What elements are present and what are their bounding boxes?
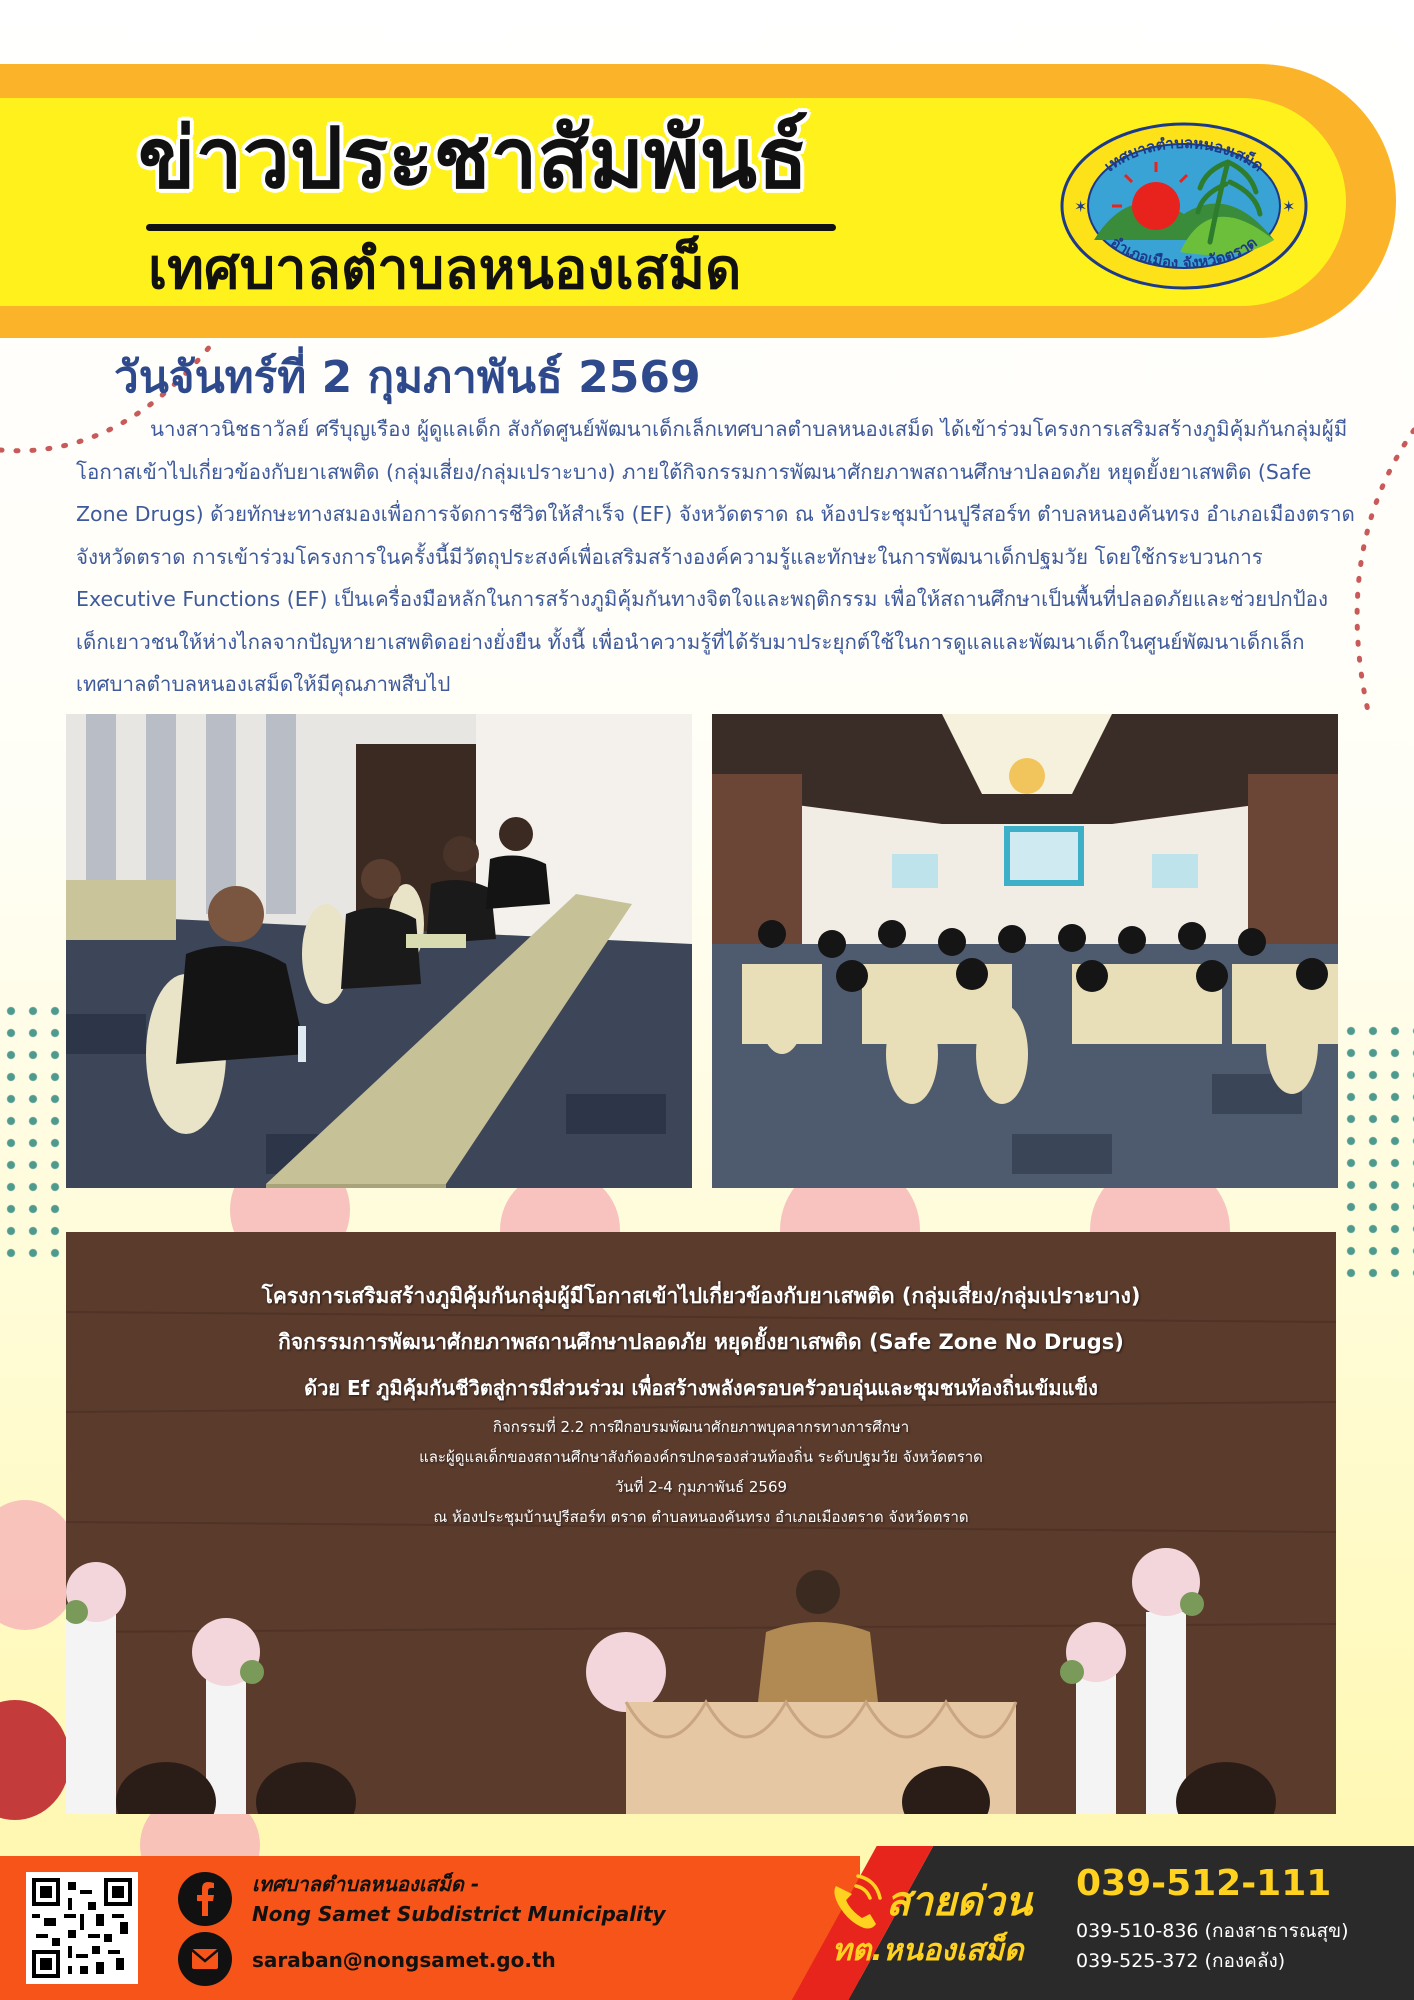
news-date: วันจันทร์ที่ 2 กุมภาพันธ์ 2569 [114,352,701,403]
hotline-label: สายด่วน [886,1879,1033,1925]
red-circle-decoration [0,1700,70,1820]
email-address[interactable]: saraban@nongsamet.go.th [252,1948,556,1972]
phone-finance-department[interactable]: 039-525-372 (กองคลัง) [1076,1950,1286,1972]
page-title: ข่าวประชาสัมพันธ์ [138,109,809,207]
stage-banner-line-6: วันที่ 2-4 กุมภาพันธ์ 2569 [614,1478,788,1496]
photo-attendees-at-table [66,714,692,1188]
stage-banner-line-4: กิจกรรมที่ 2.2 การฝึกอบรมพัฒนาศักยภาพบุคลากรทางการศึกษา [492,1418,910,1436]
stage-banner-line-7: ณ ห้องประชุมบ้านปูรีสอร์ท ตราด ตำบลหนองคันทรง อำเภอเมืองตราด จังหวัดตราด [433,1508,969,1526]
municipality-seal-logo [1060,122,1308,290]
svg-text:✶: ✶ [1074,197,1088,216]
title-underline [146,224,836,231]
teal-dots-right [1340,1020,1414,1280]
photo-stage-banner [66,1232,1336,1814]
email-icon[interactable] [178,1932,232,1986]
facebook-icon[interactable] [178,1872,232,1926]
teal-dots-left [0,1000,66,1270]
stage-banner-line-1: โครงการเสริมสร้างภูมิคุ้มกันกลุ่มผู้มีโอกาสเข้าไปเกี่ยวข้องกับยาเสพติด (กลุ่มเสี่ยง/กลุ่มเปราะบาง) [261,1284,1141,1308]
phone-main-number[interactable]: 039-512-111 [1076,1863,1332,1904]
svg-text:✶: ✶ [1282,197,1296,216]
stage-banner-line-3: ด้วย Ef ภูมิคุ้มกันชีวิตสู่การมีส่วนร่วม เพื่อสร้างพลังครอบครัวอบอุ่นและชุมชนท้องถิ่นเข้มแข็ง [304,1376,1098,1400]
svg-text:อำเภอเมือง จังหวัดตราด: อำเภอเมือง จังหวัดตราด [1107,233,1261,273]
phone-health-department[interactable]: 039-510-836 (กองสาธารณสุข) [1076,1920,1349,1942]
stage-banner-line-2: กิจกรรมการพัฒนาศักยภาพสถานศึกษาปลอดภัย หยุดยั้งยาเสพติด (Safe Zone No Drugs) [278,1330,1124,1354]
svg-text:เทศบาลตำบลหนองเสม็ด: เทศบาลตำบลหนองเสม็ด [1100,133,1267,176]
news-body: นางสาวนิชธาวัลย์ ศรีบุญเรือง ผู้ดูแลเด็ก สังกัดศูนย์พัฒนาเด็กเล็กเทศบาลตำบลหนองเสม็ด ได้เข้าร่วมโครงการเสริมสร้างภูมิคุ้มกันกลุ่มผู้มีโอกาสเข้าไปเกี่ยวข้องกับยาเสพติด (กลุ่มเสี่ยง/กลุ่มเปราะบาง) ภายใต้กิจกรรมการพัฒนาศักยภาพสถานศึกษาปลอดภัย หยุดยั้งยาเสพติด (Safe Zone Drugs) ด้วยทักษะทางสมองเพื่อการจัดการชีวิตให้สำเร็จ (EF) จังหวัดตราด ณ ห้องประชุมบ้านปูรีสอร์ท ตำบลหนองคันทรง อำเภอเมืองตราด จังหวัดตราด การเข้าร่วมโครงการในครั้งนี้มีวัตถุประสงค์เพื่อเสริมสร้างองค์ความรู้และทักษะในการพัฒนาเด็กปฐมวัย โดยใช้กระบวนการ Executive Functions (EF) เป็นเครื่องมือหลักในการสร้างภูมิคุ้มกันทางจิตใจและพฤติกรรม เพื่อให้สถานศึกษาเป็นพื้นที่ปลอดภัยและช่วยปกป้องเด็กเยาวชนให้ห่างไกลจากปัญหายาเสพติดอย่างยั่งยืน ทั้งนี้ เพื่อนำความรู้ที่ได้รับมาประยุกต์ใช้ในการดูแลและพัฒนาเด็กในศูนย์พัฒนาเด็กเล็กเทศบาลตำบลหนองเสม็ดให้มีคุณภาพสืบไป [76,417,1355,696]
facebook-page-name-english[interactable]: Nong Samet Subdistrict Municipality [252,1902,666,1926]
hotline-municipality: ทต.หนองเสม็ด [832,1933,1024,1968]
stage-banner-line-5: และผู้ดูแลเด็กของสถานศึกษาสังกัดองค์กรปกครองส่วนท้องถิ่น ระดับปฐมวัย จังหวัดตราด [419,1448,983,1466]
page-subtitle: เทศบาลตำบลหนองเสม็ด [148,237,742,302]
qr-code[interactable] [26,1872,138,1984]
photo-meeting-hall [712,714,1338,1188]
facebook-page-name-thai[interactable]: เทศบาลตำบลหนองเสม็ด - [252,1872,480,1896]
